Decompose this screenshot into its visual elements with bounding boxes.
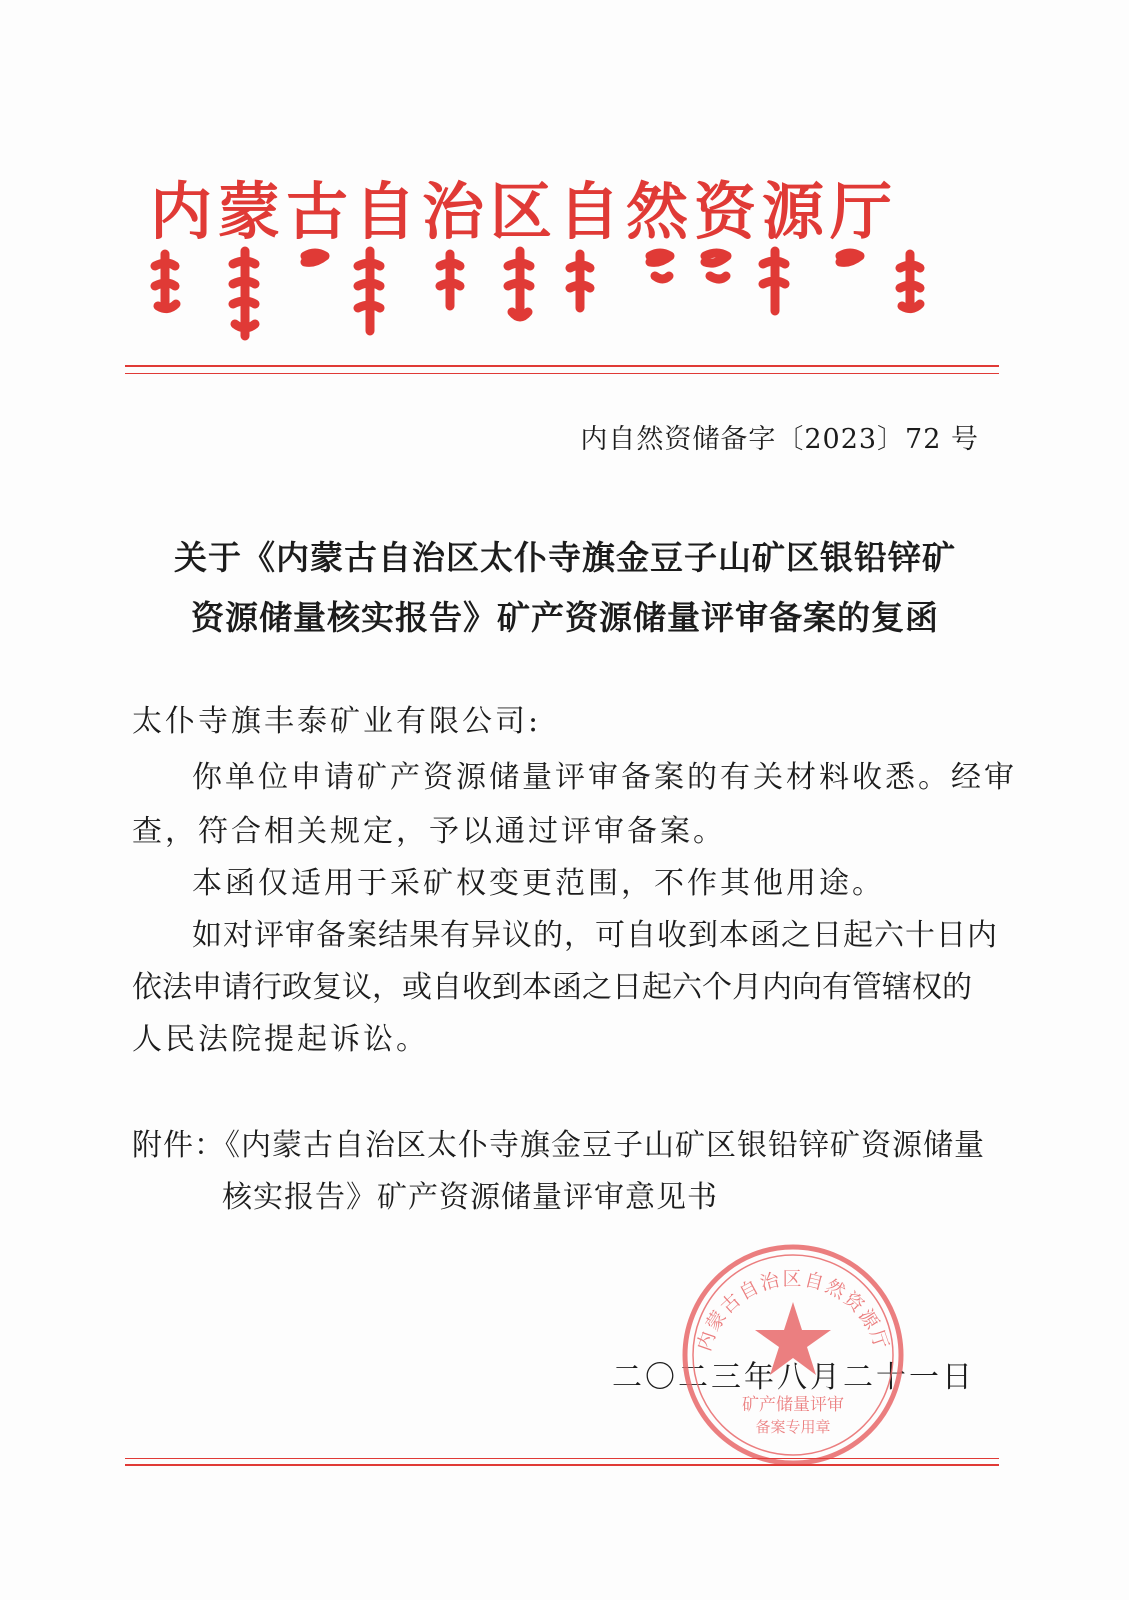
attachment-line-2: 核实报告》矿产资源储量评审意见书 <box>222 1180 718 1215</box>
paragraph-3-line-2: 依法申请行政复议，或自收到本函之日起六个月内向有管辖权的 <box>132 970 972 1005</box>
letterhead-mongolian-script <box>150 246 970 346</box>
attachment-line-1: 附件：《内蒙古自治区太仆寺旗金豆子山矿区银铅锌矿资源储量 <box>132 1128 985 1163</box>
seal-inner-text-line-2: 备案专用章 <box>755 1418 831 1436</box>
letterhead-org-name: 内蒙古自治区自然资源厅 <box>150 175 899 248</box>
paragraph-3-line-1: 如对评审备案结果有异议的，可自收到本函之日起六十日内 <box>192 918 998 953</box>
header-rule-thick <box>125 365 999 367</box>
seal-inner-text-line-1: 矿产储量评审 <box>742 1395 844 1415</box>
document-number: 内自然资储备字〔2023〕72 号 <box>580 424 979 455</box>
issue-date: 二〇二三年八月二十一日 <box>612 1360 975 1395</box>
seal-outer-text: 内蒙古自治区自然资源厅 <box>693 1268 893 1354</box>
paragraph-3-line-3: 人民法院提起诉讼。 <box>132 1022 429 1057</box>
document-title-line-1: 关于《内蒙古自治区太仆寺旗金豆子山矿区银铅锌矿 <box>174 538 956 577</box>
official-seal-graphic <box>678 1240 908 1470</box>
paragraph-1-line-1: 你单位申请矿产资源储量评审备案的有关材料收悉。经审 <box>192 760 1017 795</box>
paragraph-1-line-2: 查，符合相关规定，予以通过评审备案。 <box>132 814 726 849</box>
document-title-line-2: 资源储量核实报告》矿产资源储量评审备案的复函 <box>191 598 939 637</box>
paragraph-2-line-1: 本函仅适用于采矿权变更范围，不作其他用途。 <box>192 866 885 901</box>
footer-rule-thin <box>125 1458 999 1459</box>
footer-rule-thick <box>125 1464 999 1466</box>
official-seal <box>678 1240 908 1470</box>
mongolian-script-graphic <box>150 246 970 346</box>
header-rule-thin <box>125 373 999 374</box>
salutation: 太仆寺旗丰泰矿业有限公司: <box>132 704 542 739</box>
